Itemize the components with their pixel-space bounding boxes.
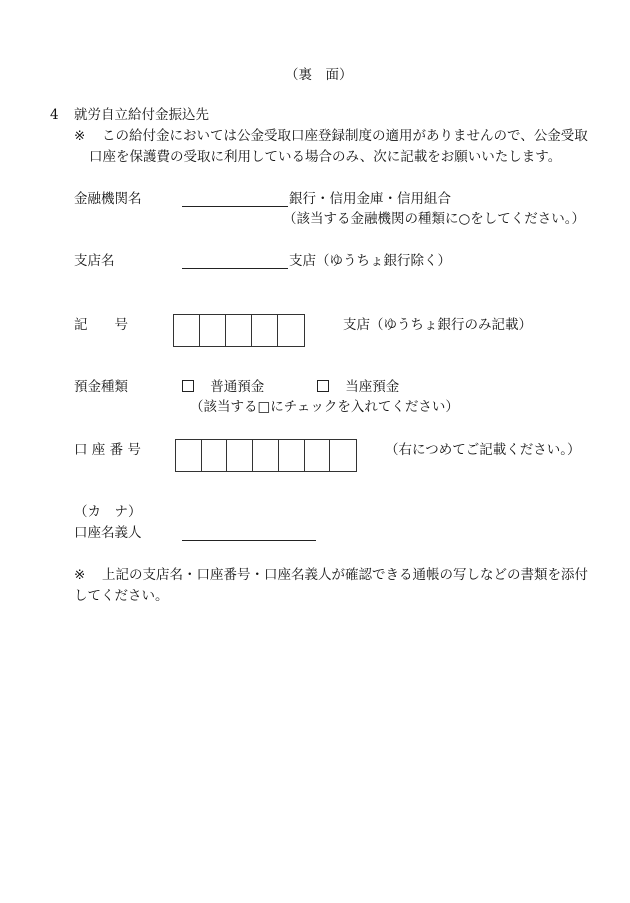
footer-note-line-2: してください。 bbox=[74, 588, 169, 604]
account-holder-field[interactable] bbox=[182, 540, 316, 541]
symbol-input-boxes[interactable] bbox=[173, 314, 305, 347]
symbol-label: 記 号 bbox=[74, 317, 128, 333]
section-number: 4 bbox=[50, 107, 59, 123]
deposit-type-label: 預金種類 bbox=[74, 379, 128, 395]
account-holder-label: 口座名義人 bbox=[74, 525, 142, 541]
symbol-digit-box[interactable] bbox=[174, 315, 200, 346]
footer-note-line-1: 上記の支店名・口座番号・口座名義人が確認できる通帳の写しなどの書類を添付 bbox=[102, 567, 588, 583]
account-number-input-boxes[interactable] bbox=[175, 439, 357, 472]
bank-name-field[interactable] bbox=[182, 206, 288, 207]
page-header: （裏 面） bbox=[285, 67, 353, 83]
symbol-digit-box[interactable] bbox=[278, 315, 304, 346]
account-digit-box[interactable] bbox=[330, 440, 356, 471]
branch-suffix: 支店（ゆうちょ銀行除く） bbox=[289, 253, 451, 269]
symbol-digit-box[interactable] bbox=[200, 315, 226, 346]
symbol-suffix: 支店（ゆうちょ銀行のみ記載） bbox=[343, 317, 532, 333]
account-digit-box[interactable] bbox=[279, 440, 305, 471]
symbol-digit-box[interactable] bbox=[252, 315, 278, 346]
account-digit-box[interactable] bbox=[305, 440, 331, 471]
holder-kana-label: （カ ナ） bbox=[74, 504, 142, 520]
bank-type-options: 銀行・信用金庫・信用組合 bbox=[289, 191, 451, 207]
current-checkbox[interactable] bbox=[317, 380, 329, 392]
account-digit-box[interactable] bbox=[202, 440, 228, 471]
ordinary-checkbox[interactable] bbox=[182, 380, 194, 392]
current-label: 当座預金 bbox=[345, 379, 400, 395]
section-title: 就労自立給付金振込先 bbox=[74, 107, 209, 123]
symbol-digit-box[interactable] bbox=[226, 315, 252, 346]
deposit-option-ordinary[interactable] bbox=[182, 378, 264, 396]
deposit-option-current[interactable] bbox=[317, 378, 399, 396]
deposit-type-hint: （該当する□にチェックを入れてください） bbox=[190, 399, 459, 415]
account-digit-box[interactable] bbox=[176, 440, 202, 471]
account-number-hint: （右につめてご記載ください。） bbox=[385, 442, 581, 458]
bank-type-hint: （該当する金融機関の種類に○をしてください。） bbox=[283, 211, 586, 227]
note-line-2: 口座を保護費の受取に利用している場合のみ、次に記載をお願いいたします。 bbox=[89, 149, 562, 165]
branch-name-field[interactable] bbox=[182, 268, 288, 269]
account-digit-box[interactable] bbox=[253, 440, 279, 471]
branch-name-label: 支店名 bbox=[74, 253, 115, 269]
bank-name-label: 金融機関名 bbox=[74, 191, 142, 207]
note-line-1: この給付金においては公金受取口座登録制度の適用がありませんので、公金受取 bbox=[102, 128, 588, 144]
account-number-label: 口 座 番 号 bbox=[74, 442, 141, 458]
ordinary-label: 普通預金 bbox=[210, 379, 265, 395]
account-digit-box[interactable] bbox=[227, 440, 253, 471]
footer-note-mark: ※ bbox=[74, 567, 86, 583]
note-mark: ※ bbox=[74, 128, 86, 144]
